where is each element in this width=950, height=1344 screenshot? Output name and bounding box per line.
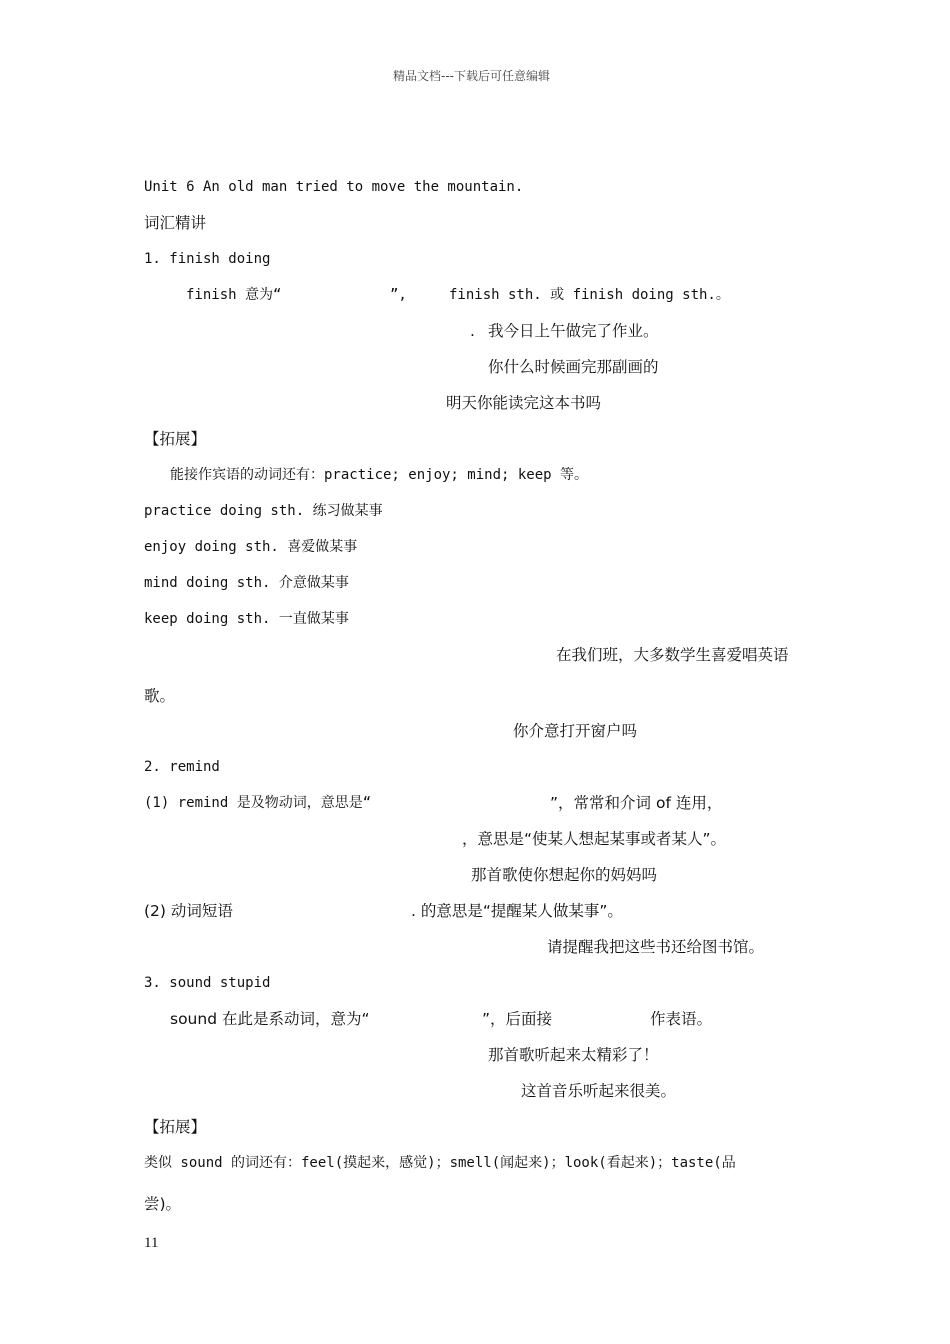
- vocab-heading: 词汇精讲: [144, 214, 207, 232]
- s1-example-3: 明天你能读完这本书吗: [446, 394, 602, 412]
- s3-text-a: sound 在此是系动词，意为“: [170, 1010, 370, 1028]
- unit-title: Unit 6 An old man tried to move the mountain.: [144, 179, 524, 195]
- s1-example-1-dot: .: [470, 322, 475, 340]
- s3-example-2: 这首音乐听起来很美。: [521, 1082, 677, 1100]
- ext2-line-1: 类似 sound 的词还有：feel(摸起来，感觉)；smell(闻起来)；look(看起来)；taste(品: [144, 1155, 736, 1171]
- s1-text-b: ”,: [390, 287, 407, 303]
- s2-point-2-b: . 的意思是“提醒某人做某事”。: [411, 902, 623, 920]
- ext1-example-1: 在我们班，大多数学生喜爱唱英语: [556, 646, 789, 664]
- extension-line-practice: practice doing sth. 练习做某事: [144, 503, 383, 519]
- extension-line-keep: keep doing sth. 一直做某事: [144, 611, 349, 627]
- ext1-example-1-cont: 歌。: [144, 687, 176, 705]
- extension-line-mind: mind doing sth. 介意做某事: [144, 575, 349, 591]
- s1-text-a: finish 意为“: [186, 287, 282, 303]
- s2-point-1-b: ”，常常和介词 of 连用，: [550, 794, 723, 812]
- s2-point-1-c: ，意思是“使某人想起某事或者某人”。: [462, 830, 727, 848]
- ext2-line-1-cont: 尝)。: [144, 1195, 182, 1213]
- s2-point-1-a: (1) remind 是及物动词，意思是“: [144, 795, 372, 811]
- extension-heading-1: 【拓展】: [144, 430, 207, 448]
- s2-example-1: 那首歌使你想起你的妈妈吗: [471, 866, 658, 884]
- page-header: 精品文档---下载后可任意编辑: [393, 69, 550, 83]
- page-number: 11: [144, 1235, 159, 1251]
- s3-example-1: 那首歌听起来太精彩了！: [488, 1046, 659, 1064]
- extension-intro: 能接作宾语的动词还有：practice; enjoy; mind; keep 等。: [170, 467, 589, 483]
- section-2-heading: 2. remind: [144, 759, 220, 775]
- extension-heading-2: 【拓展】: [144, 1118, 207, 1136]
- s1-text-c: finish sth. 或 finish doing sth.。: [449, 287, 730, 303]
- s3-text-c: 作表语。: [650, 1010, 713, 1028]
- ext1-example-2: 你介意打开窗户吗: [513, 722, 638, 740]
- s1-example-2: 你什么时候画完那副画的: [488, 358, 659, 376]
- extension-line-enjoy: enjoy doing sth. 喜爱做某事: [144, 539, 358, 555]
- s2-point-2-a: (2) 动词短语: [144, 902, 233, 920]
- s2-example-2: 请提醒我把这些书还给图书馆。: [547, 938, 765, 956]
- s1-example-1: 我今日上午做完了作业。: [488, 322, 659, 340]
- s3-text-b: ”，后面接: [482, 1010, 553, 1028]
- section-3-heading: 3. sound stupid: [144, 975, 271, 991]
- section-1-heading: 1. finish doing: [144, 251, 271, 267]
